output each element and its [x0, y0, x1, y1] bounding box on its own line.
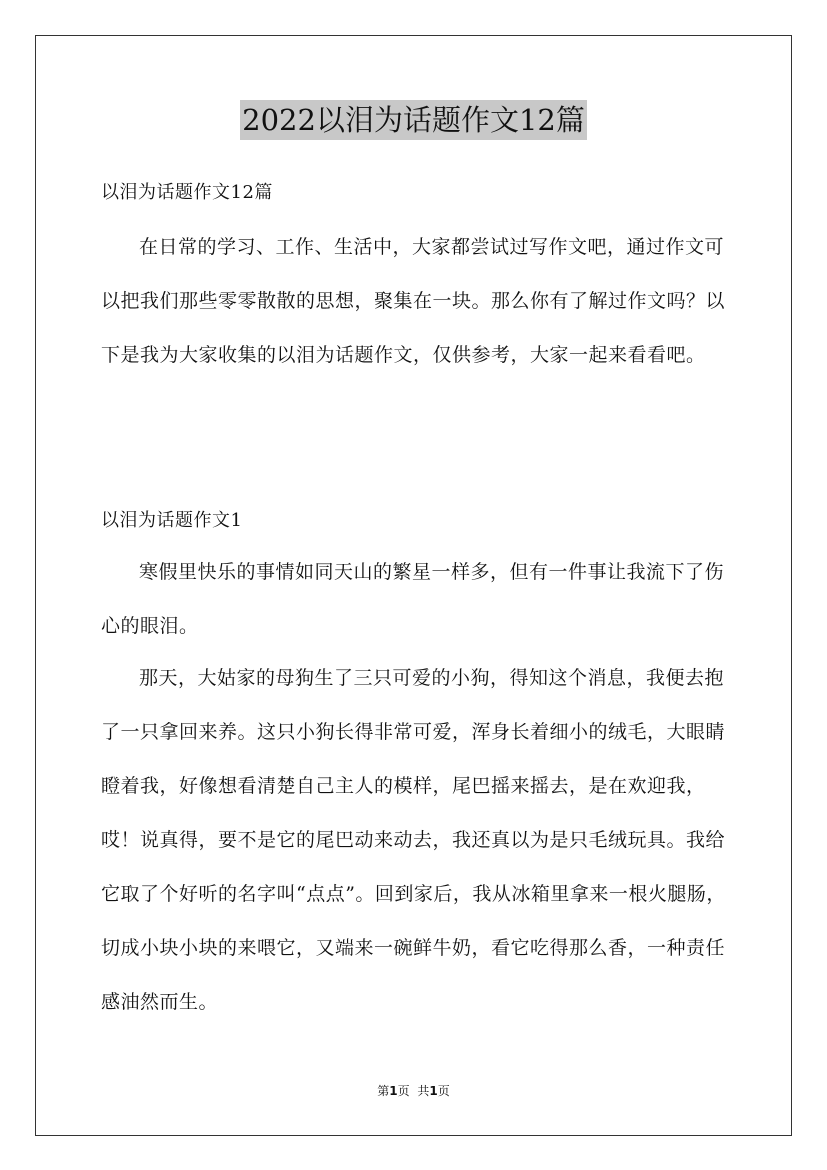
page-footer	[0, 1082, 827, 1100]
page-number: 1	[389, 1084, 398, 1098]
document-title: 2022以泪为话题作文12篇	[240, 100, 587, 140]
section-heading: 以泪为话题作文1	[101, 510, 243, 531]
total-number: 1	[429, 1084, 438, 1098]
title-container	[0, 100, 827, 140]
paragraph-1: 寒假里快乐的事情如同天山的繁星一样多，但有一件事让我流下了伤心的眼泪。	[101, 561, 725, 637]
intro-paragraph: 在日常的学习、工作、生活中，大家都尝试过写作文吧，通过作文可以把我们那些零零散散的思想，聚集在一块。那么你有了解过作文吗？以下是我为大家收集的以泪为话题作文，仅供参考，大家一起来看看吧。	[101, 236, 726, 366]
total-suffix: 页	[437, 1084, 450, 1098]
paragraph-2: 那天，大姑家的母狗生了三只可爱的小狗，得知这个消息，我便去抱了一只拿回来养。这只小狗长得非常可爱，浑身长着细小的绒毛，大眼睛瞪着我，好像想看清楚自己主人的模样，尾巴摇来摇去，是在欢迎我，哎！说真得，要不是它的尾巴动来动去，我还真以为是只毛绒玩具。我给它取了个好听的名字叫“点点”。回到家后，我从冰箱里拿来一根火腿肠，切成小块小块的来喂它，又端来一碗鲜牛奶，看它吃得那么香，一种责任感油然而生。	[101, 667, 726, 1013]
page-suffix: 页	[397, 1084, 410, 1098]
page-prefix: 第	[377, 1084, 390, 1098]
total-prefix: 共	[417, 1084, 430, 1098]
document-subtitle: 以泪为话题作文12篇	[101, 182, 273, 203]
